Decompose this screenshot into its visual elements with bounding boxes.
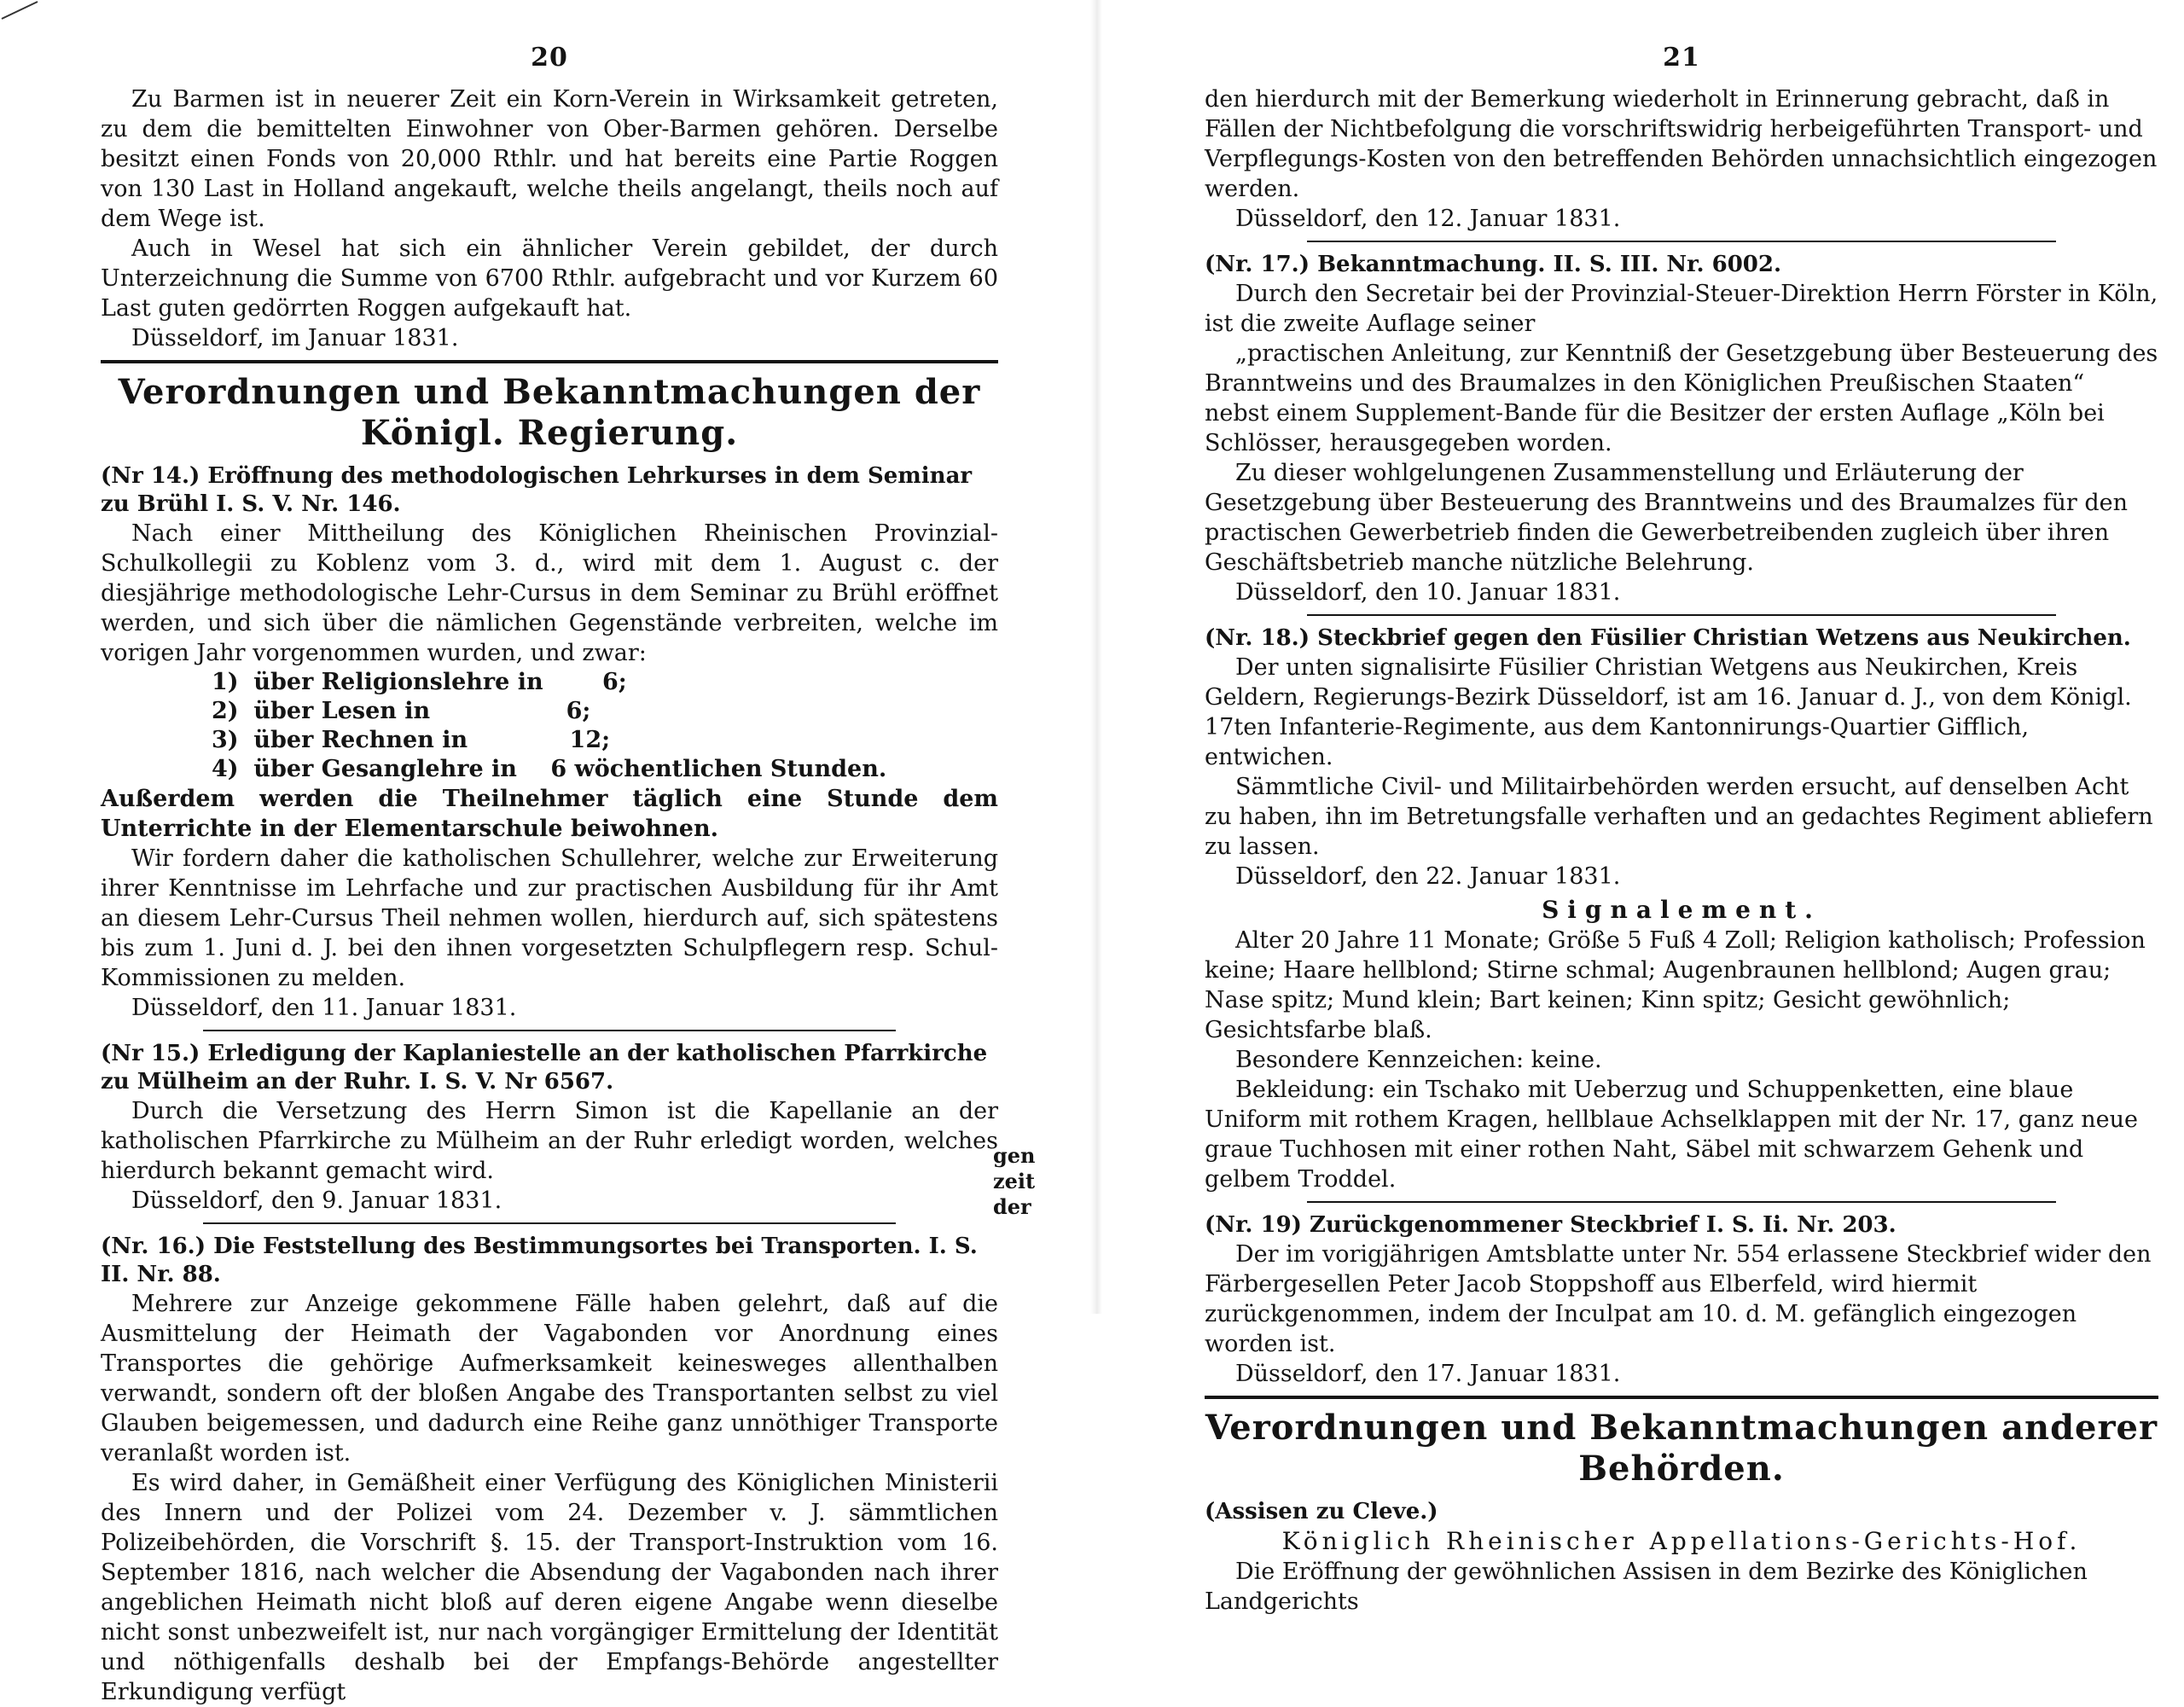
list-item — [212, 697, 998, 726]
assisen-label: (Assisen zu Cleve.) — [1205, 1499, 1438, 1524]
notice-15 — [101, 1040, 998, 1216]
intro-date: Düsseldorf, im Januar 1831. — [131, 325, 459, 351]
carryover-paragraph: den hierdurch mit der Bemerkung wiederholt in Erinnerung gebracht, daß in Fällen der Nichtbefolgung die vorschriftswidrig herbeigeführten Transport- und Verpflegungs-Kosten von den betreffenden Behörden unnachsichtlich eingezogen werden. — [1205, 86, 2158, 202]
notice-17-book-title: „practischen Anleitung, zur Kenntniß der Gesetzgebung über Besteuerung des Branntweins und des Braumalzes in den Königlichen Preußischen Staaten“ — [1205, 340, 2158, 397]
section-heading-andere-behoerden: Verordnungen und Bekanntmachungen anderer Behörden. — [1205, 1408, 2158, 1489]
notice-18-date: Düsseldorf, den 22. Januar 1831. — [1235, 863, 1621, 890]
notice-14-body: Nach einer Mittheilung des Königlichen Rheinischen Provinzial-Schulkollegii zu Koblenz vom 3. d., wird mit dem 1. August c. der diesjährige methodologische Lehr-Cursus in dem Seminar zu Brühl eröffnet werden, und sich über die nämlichen Gegenstände verbreiten, welche im vorigen Jahr vorgenommen wurden, und zwar: — [101, 520, 998, 666]
notice-17-title: (Nr. 17.) Bekanntmachung. II. S. III. Nr. 6002. — [1205, 252, 1782, 277]
intro-paragraph-wesel: Auch in Wesel hat sich ein ähnlicher Verein gebildet, der durch Unterzeichnung die Summe von 6700 Rthlr. aufgebracht und vor Kurzem 60 Last guten gedörrten Roggen aufgekauft hat. — [101, 235, 998, 322]
list-item-number: 2) — [212, 698, 239, 724]
section-heading-regierung: Verordnungen und Bekanntmachungen der Königl. Regierung. — [118, 372, 981, 453]
left-page — [0, 0, 1083, 1705]
notice-separator — [203, 1222, 896, 1224]
court-name: Königlich Rheinischer Appellations-Gerichts-Hof. — [1281, 1527, 2082, 1555]
notice-18-body-2: Sämmtliche Civil- und Militairbehörden werden ersucht, auf denselben Acht zu haben, ihn im Betretungsfalle verhaften und an gedachtes Regiment abliefern zu lassen. — [1205, 774, 2153, 860]
list-item-label: über Lesen in — [253, 698, 431, 724]
notice-16 — [101, 1233, 998, 1707]
section-rule — [101, 360, 998, 363]
right-page — [1109, 0, 2184, 1615]
signalement-text: Alter 20 Jahre 11 Monate; Größe 5 Fuß 4 Zoll; Religion katholisch; Profession keine; Haare hellblond; Stirne schmal; Augenbraunen hellblond; Augen grau; Nase spitz; Mund klein; Bart keinen; Kinn spitz; Gesicht gewöhnlich; Gesichtsfarbe blaß. — [1205, 927, 2146, 1043]
notice-19-date: Düsseldorf, den 17. Januar 1831. — [1235, 1361, 1621, 1387]
notice-separator — [203, 1030, 896, 1031]
list-item — [212, 668, 998, 697]
list-item-label: über Religionslehre in — [253, 669, 543, 695]
notice-16-body-1: Mehrere zur Anzeige gekommene Fälle haben gelehrt, daß auf die Ausmittelung der Heimath der Vagabonden vor Anordnung eines Transportes die gehörige Aufmerksamkeit keinesweges allenthalben verwandt, sondern oft der bloßen Angabe des Transportanten selbst zu viel Glauben beigemessen, und dadurch eine Reihe ganz unnöthiger Transporte veranlaßt worden ist. — [101, 1291, 998, 1466]
notice-15-body: Durch die Versetzung des Herrn Simon ist die Kapellanie an der katholischen Pfarrkirche zu Mülheim an der Ruhr erledigt worden, welches hierdurch bekannt gemacht wird. — [101, 1098, 998, 1184]
carryover-date: Düsseldorf, den 12. Januar 1831. — [1235, 206, 1621, 232]
notice-17-date: Düsseldorf, den 10. Januar 1831. — [1235, 579, 1621, 606]
list-item-number: 1) — [212, 669, 239, 695]
notice-17 — [1205, 251, 2158, 607]
list-item-label: über Rechnen in — [253, 727, 468, 753]
list-item-value: 6 wöchentlichen Stunden. — [550, 756, 887, 782]
list-item-value: 12; — [569, 727, 611, 753]
notice-14-list — [101, 668, 998, 784]
notice-17-body-1: Durch den Secretair bei der Provinzial-Steuer-Direktion Herrn Förster in Köln, ist die zweite Auflage seiner — [1205, 281, 2158, 337]
notice-separator — [1307, 241, 2056, 242]
list-item — [212, 755, 998, 784]
clothing-description: Bekleidung: ein Tschako mit Ueberzug und Schuppenketten, eine blaue Uniform mit rothem Kragen, hellblaue Achselklappen mit der Nr. 17, ganz neue graue Tuchhosen mit einer rothen Naht, Säbel mit schwarzem Gehenk und gelbem Troddel. — [1205, 1077, 2139, 1193]
page-gutter — [1090, 0, 1102, 1314]
notice-16-title: (Nr. 16.) Die Feststellung des Bestimmungsortes bei Transporten. I. S. II. Nr. 88. — [101, 1234, 978, 1287]
intro-paragraph-barmen: Zu Barmen ist in neuerer Zeit ein Korn-Verein in Wirksamkeit getreten, zu dem die bemittelten Einwohner von Ober-Barmen gehören. Derselbe besitzt einen Fonds von 20,000 Rthlr. und hat bereits eine Partie Roggen von 130 Last in Holland angekauft, welche theils angelangt, theils noch auf dem Wege ist. — [101, 86, 998, 232]
notice-18 — [1205, 624, 2158, 1194]
notice-19-title: (Nr. 19) Zurückgenommener Steckbrief I. S. Ii. Nr. 203. — [1205, 1212, 1896, 1238]
notice-19-body: Der im vorigjährigen Amtsblatte unter Nr. 554 erlassene Steckbrief wider den Färbergesellen Peter Jacob Stoppshoff aus Elberfeld, wird hiermit zurückgenommen, indem der Inculpat am 10. d. M. gefänglich eingezogen worden ist. — [1205, 1241, 2152, 1357]
notice-17-body-3: Zu dieser wohlgelungenen Zusammenstellung und Erläuterung der Gesetzgebung über Besteuerung des Branntweins und des Braumalzes für den practischen Gewerbetrieb finden die Gewerbetreibenden zugleich über ihren Geschäftsbetrieb manche nützliche Belehrung. — [1205, 460, 2129, 576]
list-item-number: 4) — [212, 756, 239, 782]
notice-19 — [1205, 1211, 2158, 1389]
notice-separator — [1307, 614, 2056, 616]
notice-15-title: (Nr 15.) Erledigung der Kaplaniestelle an der katholischen Pfarrkirche zu Mülheim an der Ruhr. I. S. V. Nr 6567. — [101, 1041, 988, 1094]
list-item-label: über Gesanglehre in — [253, 756, 517, 782]
notice-14-title: (Nr 14.) Eröffnung des methodologischen Lehrkurses in dem Seminar zu Brühl I. S. V. Nr. 146. — [101, 463, 973, 517]
list-item-value: 6; — [566, 698, 591, 724]
notice-14-appeal: Wir fordern daher die katholischen Schullehrer, welche zur Erweiterung ihrer Kenntnisse im Lehrfache und zur practischen Ausbildung für ihr Amt an diesem Lehr-Cursus Theil nehmen wollen, hierdurch auf, sich spätestens bis zum 1. Juni d. J. bei den ihnen vorgesetzten Schulpflegern resp. Schul-Kommissionen zu melden. — [101, 845, 998, 991]
notice-14-date: Düsseldorf, den 11. Januar 1831. — [131, 995, 517, 1021]
notice-16-body-2: Es wird daher, in Gemäßheit einer Verfügung des Königlichen Ministerii des Innern und der Polizei vom 24. Dezember v. J. sämmtlichen Polizeibehörden, die Vorschrift §. 15. der Transport-Instruktion vom 16. September 1816, nach welcher die Absendung der Vagabonden nach ihrer angeblichen Heimath nicht bloß auf deren eigene Angabe wenn dieselbe nicht sonst unbezweifelt ist, nur nach vorgängiger Ermittelung der Identität und nöthigenfalls deshalb bei der Empfangs-Behörde angestellter Erkundigung verfügt — [101, 1470, 998, 1705]
notice-separator — [1307, 1201, 2056, 1203]
list-item-number: 3) — [212, 727, 239, 753]
list-item — [212, 726, 998, 755]
section-rule — [1205, 1396, 2158, 1399]
page-number-left: 20 — [531, 43, 568, 73]
final-line: Die Eröffnung der gewöhnlichen Assisen in dem Bezirke des Königlichen Landgerichts — [1205, 1559, 2088, 1615]
notice-15-date: Düsseldorf, den 9. Januar 1831. — [131, 1187, 502, 1214]
page-number-right: 21 — [1663, 43, 1700, 73]
notice-14-after: Außerdem werden die Theilnehmer täglich eine Stunde dem Unterrichte in der Elementarschule beiwohnen. — [101, 786, 998, 842]
special-marks: Besondere Kennzeichen: keine. — [1235, 1047, 1602, 1073]
notice-18-body-1: Der unten signalisirte Füsilier Christian Wetgens aus Neukirchen, Kreis Geldern, Regierungs-Bezirk Düsseldorf, ist am 16. Januar d. J., von dem Königl. 17ten Infanterie-Regimente, aus dem Kantonnirungs-Quartier Gifflich, entwichen. — [1205, 654, 2132, 770]
margin-note: gen zeit der — [993, 1143, 1036, 1219]
notice-18-title: (Nr. 18.) Steckbrief gegen den Füsilier Christian Wetzens aus Neukirchen. — [1205, 625, 2131, 651]
notice-17-body-2: nebst einem Supplement-Bande für die Besitzer der ersten Auflage „Köln bei Schlösser, herausgegeben worden. — [1205, 400, 2105, 456]
notice-14 — [101, 462, 998, 1023]
list-item-value: 6; — [602, 669, 627, 695]
signalement-heading: Signalement. — [1542, 896, 1821, 924]
